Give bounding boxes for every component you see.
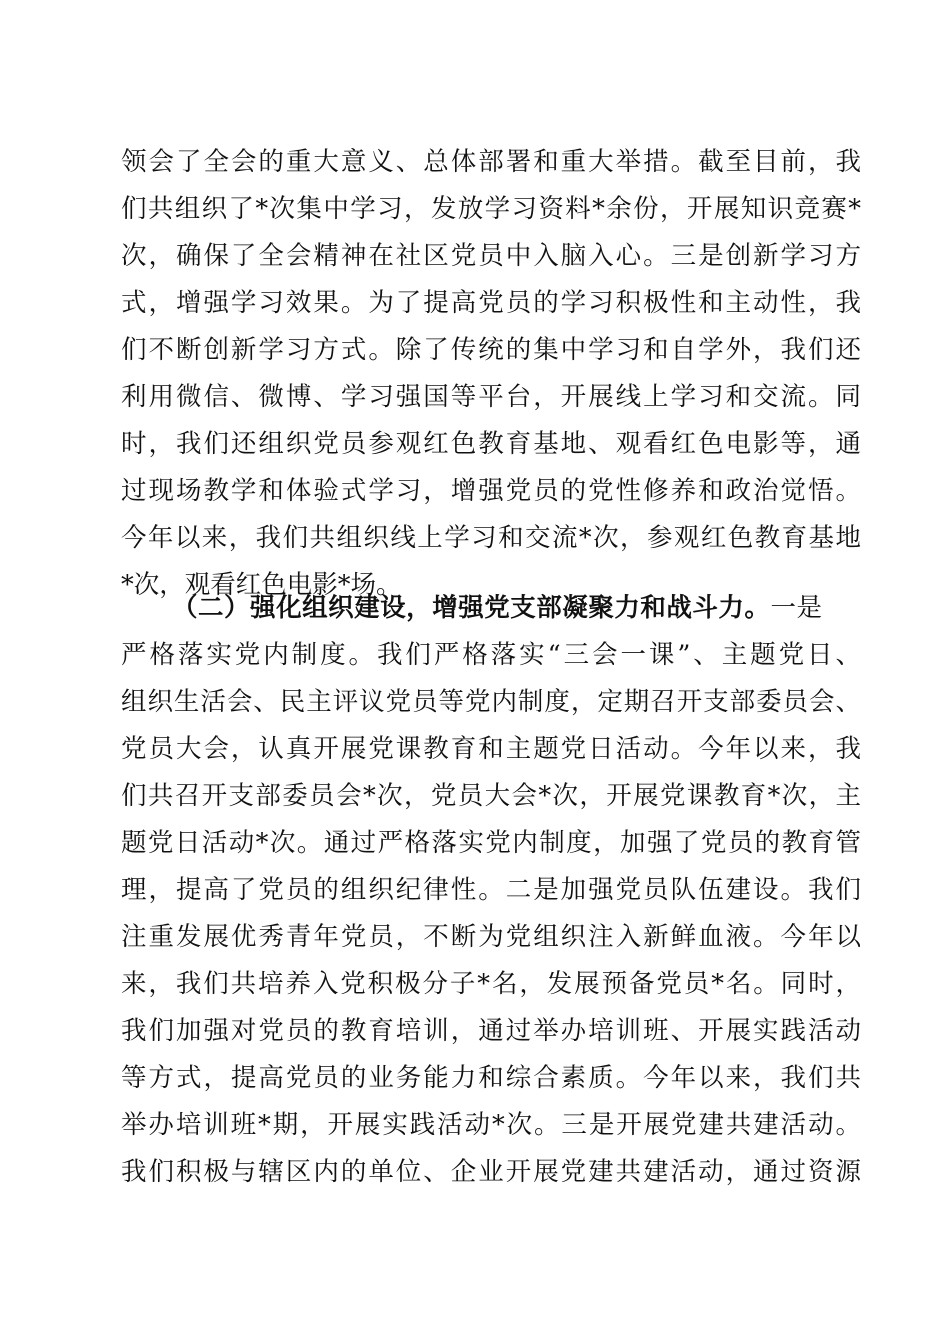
paragraph-line: 次，确保了全会精神在社区党员中入脑入心。三是创新学习方	[121, 241, 861, 271]
paragraph-line: 举办培训班*期，开展实践活动*次。三是开展党建共建活动。	[121, 1110, 861, 1140]
paragraph-line: 题党日活动*次。通过严格落实党内制度，加强了党员的教育管	[121, 828, 861, 858]
paragraph-line: 组织生活会、民主评议党员等党内制度，定期召开支部委员会、	[121, 687, 861, 717]
section-heading: （二）强化组织建设，增强党支部凝聚力和战斗力。	[172, 593, 771, 623]
section-heading-line	[172, 586, 822, 630]
paragraph-line: 们共召开支部委员会*次，党员大会*次，开展党课教育*次，主	[121, 781, 861, 811]
paragraph-line: 等方式，提高党员的业务能力和综合素质。今年以来，我们共	[121, 1063, 861, 1093]
paragraph-line: 领会了全会的重大意义、总体部署和重大举措。截至目前，我	[121, 147, 861, 177]
paragraph-line: 今年以来，我们共组织线上学习和交流*次，参观红色教育基地	[121, 523, 861, 553]
paragraph-line: 时，我们还组织党员参观红色教育基地、观看红色电影等，通	[121, 429, 861, 459]
paragraph-line: 们共组织了*次集中学习，发放学习资料*余份，开展知识竞赛*	[121, 194, 861, 224]
paragraph-line: 党员大会，认真开展党课教育和主题党日活动。今年以来，我	[121, 734, 861, 764]
paragraph-line: 严格落实党内制度。我们严格落实“三会一课”、主题党日、	[121, 640, 861, 670]
paragraph-line: 注重发展优秀青年党员，不断为党组织注入新鲜血液。今年以	[121, 922, 861, 952]
paragraph-line: 利用微信、微博、学习强国等平台，开展线上学习和交流。同	[121, 382, 861, 412]
paragraph-line: 来，我们共培养入党积极分子*名，发展预备党员*名。同时，	[121, 969, 861, 999]
paragraph-line: 我们积极与辖区内的单位、企业开展党建共建活动，通过资源	[121, 1157, 861, 1187]
paragraph-line: 理，提高了党员的组织纪律性。二是加强党员队伍建设。我们	[121, 875, 861, 905]
paragraph-line: 过现场教学和体验式学习，增强党员的党性修养和政治觉悟。	[121, 476, 861, 506]
paragraph-line: 我们加强对党员的教育培训，通过举办培训班、开展实践活动	[121, 1016, 861, 1046]
paragraph-line: 们不断创新学习方式。除了传统的集中学习和自学外，我们还	[121, 335, 861, 365]
paragraph-line: 式，增强学习效果。为了提高党员的学习积极性和主动性，我	[121, 288, 861, 318]
section-heading-rest: 一是	[770, 593, 822, 623]
paragraph-line: *次，观看红色电影*场。	[121, 570, 402, 600]
